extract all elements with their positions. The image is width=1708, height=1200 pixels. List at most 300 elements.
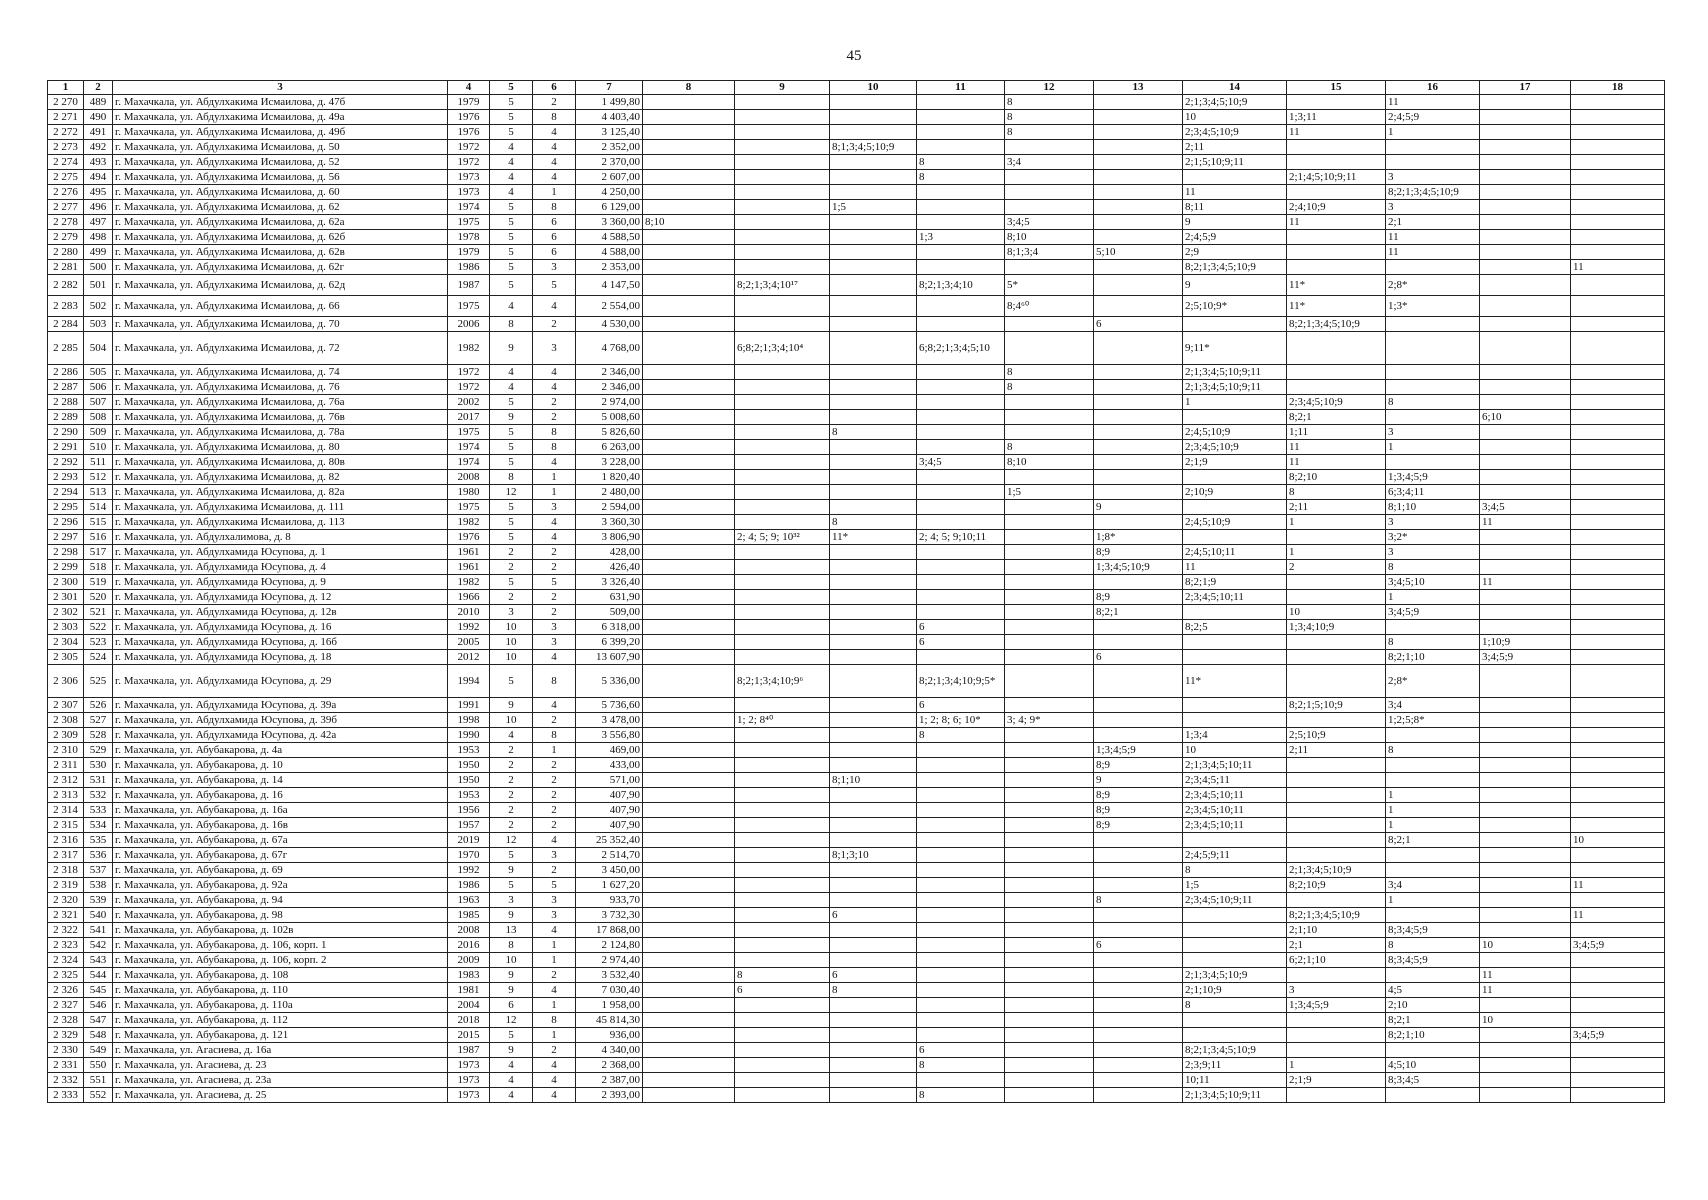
- table-cell-col-6: 3: [533, 260, 576, 275]
- table-cell-col-17: [1480, 1058, 1571, 1073]
- table-cell-col-6: 2: [533, 1043, 576, 1058]
- table-cell-col-9: [735, 485, 830, 500]
- table-cell-col-18: [1571, 758, 1665, 773]
- table-cell-col-18: 11: [1571, 878, 1665, 893]
- table-cell-col-9: [735, 317, 830, 332]
- table-cell-col-17: [1480, 485, 1571, 500]
- table-cell-col-16: 1: [1386, 893, 1480, 908]
- table-cell-col-12: [1005, 803, 1094, 818]
- table-cell-col-9: 6;8;2;1;3;4;10⁴: [735, 332, 830, 365]
- table-cell-col-3: г. Махачкала, ул. Абдулхакима Исмаилова, д. 74: [113, 365, 448, 380]
- table-cell-col-10: [830, 545, 917, 560]
- table-cell-col-8: [643, 848, 735, 863]
- table-cell-col-4: 1973: [448, 170, 490, 185]
- table-cell-col-17: [1480, 380, 1571, 395]
- table-cell-col-6: 3: [533, 848, 576, 863]
- table-cell-col-15: [1287, 590, 1386, 605]
- table-cell-col-14: 2;1;3;4;5;10;9;11: [1183, 365, 1287, 380]
- table-cell-col-11: [917, 758, 1005, 773]
- table-cell-col-10: 8: [830, 983, 917, 998]
- table-cell-col-14: 8;2;1;9: [1183, 575, 1287, 590]
- table-cell-col-12: [1005, 788, 1094, 803]
- table-cell-col-9: [735, 440, 830, 455]
- table-cell-col-16: 3: [1386, 515, 1480, 530]
- table-cell-col-15: [1287, 803, 1386, 818]
- table-cell-col-6: 3: [533, 332, 576, 365]
- table-cell-col-15: [1287, 1043, 1386, 1058]
- table-cell-col-13: [1094, 665, 1183, 698]
- table-cell-col-17: [1480, 395, 1571, 410]
- table-cell-col-4: 2010: [448, 605, 490, 620]
- table-cell-col-7: 5 736,60: [576, 698, 643, 713]
- table-cell-col-1: 2 322: [48, 923, 84, 938]
- table-cell-col-1: 2 276: [48, 185, 84, 200]
- table-cell-col-16: [1386, 863, 1480, 878]
- table-cell-col-6: 5: [533, 575, 576, 590]
- table-cell-col-18: [1571, 395, 1665, 410]
- table-cell-col-16: 1: [1386, 818, 1480, 833]
- column-number-header-row: [48, 81, 1665, 95]
- table-cell-col-4: 1981: [448, 983, 490, 998]
- table-cell-col-17: [1480, 275, 1571, 296]
- table-cell-col-18: [1571, 590, 1665, 605]
- table-cell-col-8: [643, 425, 735, 440]
- table-cell-col-5: 5: [490, 575, 533, 590]
- table-row: [48, 200, 1665, 215]
- table-cell-col-3: г. Махачкала, ул. Абдулхакима Исмаилова, д. 62д: [113, 275, 448, 296]
- table-cell-col-15: 2;11: [1287, 743, 1386, 758]
- table-cell-col-2: 538: [84, 878, 113, 893]
- table-cell-col-1: 2 316: [48, 833, 84, 848]
- table-row: [48, 455, 1665, 470]
- table-cell-col-7: 2 974,00: [576, 395, 643, 410]
- table-cell-col-13: [1094, 953, 1183, 968]
- table-cell-col-6: 2: [533, 395, 576, 410]
- table-cell-col-10: [830, 728, 917, 743]
- table-cell-col-7: 3 556,80: [576, 728, 643, 743]
- table-row: [48, 743, 1665, 758]
- table-cell-col-5: 2: [490, 773, 533, 788]
- table-cell-col-5: 9: [490, 968, 533, 983]
- table-cell-col-18: [1571, 245, 1665, 260]
- table-cell-col-15: 1: [1287, 515, 1386, 530]
- table-cell-col-17: 11: [1480, 968, 1571, 983]
- column-header-8: 8: [643, 81, 735, 95]
- table-cell-col-1: 2 275: [48, 170, 84, 185]
- table-cell-col-9: [735, 758, 830, 773]
- table-cell-col-5: 5: [490, 500, 533, 515]
- table-cell-col-16: 8: [1386, 560, 1480, 575]
- table-cell-col-17: [1480, 425, 1571, 440]
- table-cell-col-15: 1;3;4;10;9: [1287, 620, 1386, 635]
- table-cell-col-5: 3: [490, 605, 533, 620]
- table-cell-col-2: 551: [84, 1073, 113, 1088]
- table-cell-col-1: 2 289: [48, 410, 84, 425]
- table-cell-col-12: [1005, 1073, 1094, 1088]
- table-cell-col-15: 1: [1287, 545, 1386, 560]
- table-cell-col-18: [1571, 998, 1665, 1013]
- table-cell-col-11: [917, 395, 1005, 410]
- table-cell-col-7: 3 532,40: [576, 968, 643, 983]
- column-header-12: 12: [1005, 81, 1094, 95]
- table-cell-col-13: [1094, 878, 1183, 893]
- table-cell-col-2: 516: [84, 530, 113, 545]
- table-cell-col-5: 3: [490, 893, 533, 908]
- table-cell-col-6: 2: [533, 803, 576, 818]
- table-cell-col-9: [735, 545, 830, 560]
- table-cell-col-1: 2 281: [48, 260, 84, 275]
- table-cell-col-10: [830, 380, 917, 395]
- table-cell-col-8: [643, 908, 735, 923]
- table-cell-col-9: [735, 110, 830, 125]
- table-cell-col-12: [1005, 140, 1094, 155]
- table-cell-col-6: 4: [533, 983, 576, 998]
- table-row: [48, 110, 1665, 125]
- table-cell-col-11: 8: [917, 155, 1005, 170]
- table-cell-col-1: 2 295: [48, 500, 84, 515]
- table-row: [48, 332, 1665, 365]
- table-cell-col-8: [643, 1013, 735, 1028]
- table-cell-col-2: 505: [84, 365, 113, 380]
- table-cell-col-18: [1571, 140, 1665, 155]
- table-cell-col-18: [1571, 650, 1665, 665]
- table-cell-col-12: [1005, 425, 1094, 440]
- table-cell-col-8: [643, 275, 735, 296]
- table-cell-col-10: [830, 1088, 917, 1103]
- table-cell-col-3: г. Махачкала, ул. Абдулхамида Юсупова, д. 12в: [113, 605, 448, 620]
- table-cell-col-7: 3 228,00: [576, 455, 643, 470]
- table-cell-col-17: [1480, 788, 1571, 803]
- table-cell-col-5: 4: [490, 185, 533, 200]
- table-cell-col-12: [1005, 170, 1094, 185]
- table-row: [48, 260, 1665, 275]
- table-cell-col-4: 1972: [448, 365, 490, 380]
- table-cell-col-12: [1005, 410, 1094, 425]
- table-cell-col-5: 5: [490, 230, 533, 245]
- table-cell-col-16: 4;5;10: [1386, 1058, 1480, 1073]
- table-cell-col-10: [830, 170, 917, 185]
- table-cell-col-7: 4 588,50: [576, 230, 643, 245]
- table-cell-col-4: 1956: [448, 803, 490, 818]
- table-cell-col-8: [643, 296, 735, 317]
- table-cell-col-6: 1: [533, 185, 576, 200]
- table-row: [48, 713, 1665, 728]
- table-cell-col-5: 5: [490, 848, 533, 863]
- table-cell-col-9: [735, 923, 830, 938]
- table-cell-col-12: [1005, 938, 1094, 953]
- table-cell-col-16: 1;3;4;5;9: [1386, 470, 1480, 485]
- table-cell-col-14: 2;3;4;5;10;11: [1183, 788, 1287, 803]
- table-cell-col-10: [830, 1043, 917, 1058]
- table-cell-col-14: [1183, 530, 1287, 545]
- table-cell-col-2: 536: [84, 848, 113, 863]
- table-cell-col-6: 4: [533, 140, 576, 155]
- table-cell-col-10: [830, 560, 917, 575]
- table-cell-col-10: [830, 803, 917, 818]
- table-cell-col-18: [1571, 470, 1665, 485]
- table-cell-col-1: 2 278: [48, 215, 84, 230]
- table-cell-col-8: [643, 635, 735, 650]
- table-cell-col-12: [1005, 908, 1094, 923]
- table-cell-col-8: [643, 713, 735, 728]
- table-cell-col-8: [643, 455, 735, 470]
- table-cell-col-15: [1287, 818, 1386, 833]
- table-cell-col-9: [735, 908, 830, 923]
- table-cell-col-12: [1005, 470, 1094, 485]
- column-header-11: 11: [917, 81, 1005, 95]
- table-cell-col-4: 1998: [448, 713, 490, 728]
- table-cell-col-3: г. Махачкала, ул. Абдулхакима Исмаилова, д. 113: [113, 515, 448, 530]
- table-cell-col-6: 2: [533, 410, 576, 425]
- table-cell-col-1: 2 290: [48, 425, 84, 440]
- table-cell-col-11: [917, 245, 1005, 260]
- table-cell-col-6: 3: [533, 500, 576, 515]
- table-cell-col-7: 6 263,00: [576, 440, 643, 455]
- table-cell-col-12: [1005, 635, 1094, 650]
- table-cell-col-2: 494: [84, 170, 113, 185]
- table-cell-col-14: 2;1;9: [1183, 455, 1287, 470]
- table-cell-col-12: [1005, 728, 1094, 743]
- table-cell-col-5: 5: [490, 878, 533, 893]
- table-cell-col-11: [917, 953, 1005, 968]
- table-cell-col-5: 5: [490, 110, 533, 125]
- table-cell-col-15: 1;3;11: [1287, 110, 1386, 125]
- table-cell-col-7: 2 480,00: [576, 485, 643, 500]
- table-cell-col-16: [1386, 365, 1480, 380]
- table-cell-col-5: 5: [490, 95, 533, 110]
- table-cell-col-10: [830, 365, 917, 380]
- table-cell-col-10: [830, 953, 917, 968]
- table-cell-col-14: 2;1;3;4;5;10;11: [1183, 758, 1287, 773]
- table-cell-col-1: 2 325: [48, 968, 84, 983]
- table-cell-col-15: [1287, 833, 1386, 848]
- table-cell-col-9: [735, 1013, 830, 1028]
- table-cell-col-15: [1287, 635, 1386, 650]
- table-cell-col-10: [830, 743, 917, 758]
- table-cell-col-7: 3 125,40: [576, 125, 643, 140]
- table-cell-col-12: [1005, 1028, 1094, 1043]
- table-cell-col-5: 5: [490, 215, 533, 230]
- table-cell-col-10: [830, 410, 917, 425]
- table-cell-col-4: 1950: [448, 773, 490, 788]
- table-cell-col-16: 8;3;4;5: [1386, 1073, 1480, 1088]
- table-cell-col-7: 4 588,00: [576, 245, 643, 260]
- table-row: [48, 215, 1665, 230]
- table-cell-col-8: [643, 245, 735, 260]
- table-cell-col-6: 4: [533, 530, 576, 545]
- table-cell-col-9: [735, 878, 830, 893]
- table-cell-col-9: [735, 650, 830, 665]
- table-cell-col-7: 2 387,00: [576, 1073, 643, 1088]
- table-cell-col-10: 1;5: [830, 200, 917, 215]
- table-cell-col-14: 11: [1183, 560, 1287, 575]
- table-cell-col-8: [643, 998, 735, 1013]
- table-cell-col-12: 3;4;5: [1005, 215, 1094, 230]
- column-header-14: 14: [1183, 81, 1287, 95]
- table-cell-col-6: 3: [533, 635, 576, 650]
- table-cell-col-2: 527: [84, 713, 113, 728]
- table-cell-col-10: [830, 95, 917, 110]
- table-cell-col-16: [1386, 620, 1480, 635]
- table-cell-col-4: 2004: [448, 998, 490, 1013]
- table-cell-col-2: 524: [84, 650, 113, 665]
- table-cell-col-13: 8;9: [1094, 758, 1183, 773]
- table-cell-col-1: 2 310: [48, 743, 84, 758]
- table-row: [48, 155, 1665, 170]
- table-cell-col-12: 3;4: [1005, 155, 1094, 170]
- table-cell-col-7: 5 336,00: [576, 665, 643, 698]
- table-cell-col-11: [917, 140, 1005, 155]
- table-cell-col-17: 10: [1480, 938, 1571, 953]
- table-cell-col-3: г. Махачкала, ул. Абдулхакима Исмаилова, д. 72: [113, 332, 448, 365]
- table-cell-col-18: [1571, 863, 1665, 878]
- table-cell-col-18: 10: [1571, 833, 1665, 848]
- table-row: [48, 530, 1665, 545]
- table-cell-col-14: 2;3;4;5;10;9: [1183, 440, 1287, 455]
- table-cell-col-4: 1975: [448, 215, 490, 230]
- table-cell-col-10: [830, 332, 917, 365]
- table-cell-col-17: [1480, 140, 1571, 155]
- table-cell-col-9: [735, 998, 830, 1013]
- table-cell-col-15: 11*: [1287, 275, 1386, 296]
- table-cell-col-2: 539: [84, 893, 113, 908]
- table-cell-col-8: [643, 125, 735, 140]
- table-cell-col-7: 4 768,00: [576, 332, 643, 365]
- table-cell-col-2: 535: [84, 833, 113, 848]
- table-cell-col-6: 2: [533, 545, 576, 560]
- table-cell-col-7: 428,00: [576, 545, 643, 560]
- table-cell-col-10: [830, 590, 917, 605]
- table-cell-col-3: г. Махачкала, ул. Агасиева, д. 23а: [113, 1073, 448, 1088]
- table-cell-col-2: 537: [84, 863, 113, 878]
- table-cell-col-6: 4: [533, 698, 576, 713]
- table-cell-col-8: [643, 110, 735, 125]
- table-cell-col-3: г. Махачкала, ул. Абдулхамида Юсупова, д. 39б: [113, 713, 448, 728]
- table-cell-col-15: 2: [1287, 560, 1386, 575]
- table-cell-col-17: [1480, 1028, 1571, 1043]
- table-cell-col-9: [735, 410, 830, 425]
- table-cell-col-2: 502: [84, 296, 113, 317]
- table-cell-col-17: [1480, 365, 1571, 380]
- table-cell-col-5: 10: [490, 650, 533, 665]
- table-cell-col-10: [830, 110, 917, 125]
- table-cell-col-7: 2 124,80: [576, 938, 643, 953]
- table-cell-col-12: [1005, 500, 1094, 515]
- table-cell-col-15: [1287, 95, 1386, 110]
- table-cell-col-16: [1386, 140, 1480, 155]
- table-cell-col-11: [917, 500, 1005, 515]
- table-cell-col-12: [1005, 560, 1094, 575]
- table-cell-col-16: [1386, 968, 1480, 983]
- table-cell-col-17: [1480, 545, 1571, 560]
- table-cell-col-15: 2;4;10;9: [1287, 200, 1386, 215]
- table-cell-col-3: г. Махачкала, ул. Абубакарова, д. 67г: [113, 848, 448, 863]
- table-cell-col-16: [1386, 758, 1480, 773]
- table-cell-col-15: 8;2;10: [1287, 470, 1386, 485]
- table-cell-col-6: 3: [533, 908, 576, 923]
- table-cell-col-11: 8;2;1;3;4;10: [917, 275, 1005, 296]
- table-cell-col-9: [735, 728, 830, 743]
- table-cell-col-1: 2 270: [48, 95, 84, 110]
- table-cell-col-8: [643, 665, 735, 698]
- table-cell-col-1: 2 320: [48, 893, 84, 908]
- table-cell-col-10: 8: [830, 515, 917, 530]
- table-cell-col-3: г. Махачкала, ул. Абдулхамида Юсупова, д. 18: [113, 650, 448, 665]
- table-cell-col-17: [1480, 440, 1571, 455]
- table-cell-col-17: [1480, 620, 1571, 635]
- table-cell-col-14: [1183, 500, 1287, 515]
- table-cell-col-18: [1571, 983, 1665, 998]
- table-cell-col-10: [830, 500, 917, 515]
- table-cell-col-5: 12: [490, 833, 533, 848]
- table-cell-col-17: [1480, 95, 1571, 110]
- table-cell-col-18: [1571, 125, 1665, 140]
- table-cell-col-7: 45 814,30: [576, 1013, 643, 1028]
- table-cell-col-1: 2 301: [48, 590, 84, 605]
- table-cell-col-2: 523: [84, 635, 113, 650]
- table-cell-col-16: 8;3;4;5;9: [1386, 923, 1480, 938]
- table-cell-col-16: 1: [1386, 803, 1480, 818]
- table-cell-col-6: 1: [533, 953, 576, 968]
- table-cell-col-14: 2;3;4;5;10;11: [1183, 803, 1287, 818]
- table-cell-col-1: 2 282: [48, 275, 84, 296]
- table-cell-col-5: 5: [490, 260, 533, 275]
- table-cell-col-16: 3;4;5;9: [1386, 605, 1480, 620]
- table-cell-col-3: г. Махачкала, ул. Абубакарова, д. 121: [113, 1028, 448, 1043]
- table-cell-col-17: [1480, 245, 1571, 260]
- table-cell-col-15: [1287, 365, 1386, 380]
- table-cell-col-11: [917, 365, 1005, 380]
- table-cell-col-12: [1005, 923, 1094, 938]
- table-row: [48, 773, 1665, 788]
- table-cell-col-9: [735, 938, 830, 953]
- table-cell-col-2: 511: [84, 455, 113, 470]
- table-cell-col-11: [917, 110, 1005, 125]
- table-cell-col-7: 2 353,00: [576, 260, 643, 275]
- table-cell-col-7: 2 346,00: [576, 365, 643, 380]
- table-cell-col-7: 3 478,00: [576, 713, 643, 728]
- table-row: [48, 1043, 1665, 1058]
- table-cell-col-3: г. Махачкала, ул. Абдулхакима Исмаилова, д. 60: [113, 185, 448, 200]
- table-cell-col-13: [1094, 863, 1183, 878]
- table-cell-col-4: 1992: [448, 620, 490, 635]
- table-cell-col-6: 4: [533, 923, 576, 938]
- table-row: [48, 470, 1665, 485]
- column-header-6: 6: [533, 81, 576, 95]
- table-cell-col-4: 1974: [448, 200, 490, 215]
- table-cell-col-1: 2 333: [48, 1088, 84, 1103]
- table-cell-col-8: [643, 1028, 735, 1043]
- table-cell-col-7: 407,90: [576, 788, 643, 803]
- table-cell-col-7: 6 129,00: [576, 200, 643, 215]
- table-cell-col-8: [643, 773, 735, 788]
- table-cell-col-3: г. Махачкала, ул. Абдулхакима Исмаилова, д. 62а: [113, 215, 448, 230]
- table-cell-col-16: 2;8*: [1386, 665, 1480, 698]
- table-cell-col-15: 2;11: [1287, 500, 1386, 515]
- table-cell-col-11: [917, 125, 1005, 140]
- table-cell-col-12: [1005, 575, 1094, 590]
- table-cell-col-9: [735, 848, 830, 863]
- table-cell-col-5: 9: [490, 332, 533, 365]
- table-cell-col-12: [1005, 515, 1094, 530]
- table-cell-col-9: [735, 818, 830, 833]
- table-cell-col-12: 8: [1005, 365, 1094, 380]
- table-cell-col-18: [1571, 803, 1665, 818]
- table-cell-col-11: [917, 317, 1005, 332]
- table-cell-col-11: [917, 968, 1005, 983]
- table-cell-col-4: 1987: [448, 275, 490, 296]
- table-cell-col-9: [735, 590, 830, 605]
